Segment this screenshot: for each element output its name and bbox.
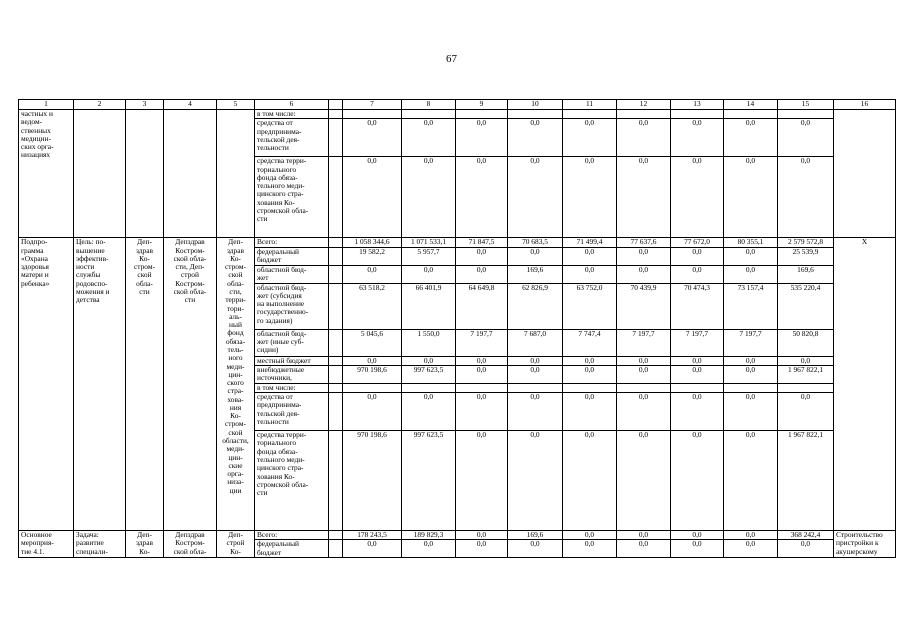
value-cell: 0,0 [563,540,617,558]
value-cell: 0,0 [456,247,508,265]
value-cell: 0,0 [724,393,778,431]
header-cell: 6 [255,100,329,110]
value-cell: 0,0 [456,119,508,157]
value-cell: 0,0 [402,393,456,431]
activity-name-cell: Основное мероприя- тие 4.1. [19,531,74,558]
value-cell: 0,0 [617,157,671,238]
funding-source-label: областной бюд- жет [255,265,329,283]
budget-table [18,99,896,558]
value-cell: 178 243,5 [343,531,402,540]
value-cell: 7 197,7 [671,329,724,356]
header-cell: 4 [164,100,217,110]
responsible-cell: Деп- здрав Ко- стром- ской обла- сти [126,238,164,531]
value-cell: 0,0 [456,157,508,238]
funding-source-label: средства от предпринима- тельской дея- тельности [255,393,329,431]
value-cell [778,383,834,392]
spacer-cell [329,157,343,238]
funding-source-label: областной бюд- жет (иные суб- сидии) [255,329,329,356]
value-cell: 0,0 [671,119,724,157]
header-cell: 11 [563,100,617,110]
value-cell [456,383,508,392]
funding-source-label: средства терри- ториального фонда обяза- тельного меди- цинского стра- хования Ко- стромской обла- сти [255,431,329,531]
goal-cell: Цель: по- вышение эффектив- ности службы родовспо- можения и детства [74,238,126,531]
page-number: 67 [446,53,457,65]
value-cell: 0,0 [671,265,724,283]
value-cell: 0,0 [617,119,671,157]
value-cell: 0,0 [724,265,778,283]
value-cell [508,383,563,392]
header-cell: 2 [74,100,126,110]
spacer-cell [329,110,343,119]
value-cell: 0,0 [563,119,617,157]
value-cell [343,110,402,119]
value-cell: 2 579 572,8 [778,238,834,247]
value-cell: 63 518,2 [343,283,402,329]
activity-name-cell: частных и ведом- ственных медицин- ских орга- низациях [19,110,74,238]
spacer-cell [329,431,343,531]
funding-source-label: в том числе: [255,110,329,119]
value-cell: 62 826,9 [508,283,563,329]
value-cell [671,110,724,119]
value-cell: 7 197,7 [724,329,778,356]
note-cell [834,110,896,238]
result-cell: Строительство пристройки к акушерскому [834,531,896,558]
value-cell: 997 623,5 [402,431,456,531]
value-cell [671,383,724,392]
value-cell: 77 672,0 [671,238,724,247]
value-cell: 0,0 [343,356,402,365]
value-cell: 70 683,5 [508,238,563,247]
header-cell: 7 [343,100,402,110]
funding-source-label: Всего: [255,531,329,540]
value-cell: 0,0 [508,119,563,157]
co-executor-cell: Депздрав Костром- ской обла- [164,531,217,558]
value-cell: 1 967 822,1 [778,365,834,383]
header-cell: 13 [671,100,724,110]
funding-source-label: средства терри- ториального фонда обяза- тельного меди- цинского стра- хования Ко- стромской обла- сти [255,157,329,238]
value-cell [724,110,778,119]
value-cell: 970 198,6 [343,431,402,531]
spacer-cell [329,393,343,431]
value-cell: 0,0 [343,393,402,431]
value-cell: 0,0 [508,365,563,383]
funding-source-label: федеральный бюджет [255,540,329,558]
header-cell: 9 [456,100,508,110]
value-cell: 0,0 [671,157,724,238]
value-cell: 0,0 [671,356,724,365]
header-cell: 15 [778,100,834,110]
value-cell: 1 550,0 [402,329,456,356]
funding-source-label: Всего: [255,238,329,247]
spacer-cell [329,329,343,356]
value-cell [508,110,563,119]
empty-cell [74,110,126,238]
value-cell: 368 242,4 [778,531,834,540]
value-cell: 0,0 [563,531,617,540]
value-cell: 0,0 [456,540,508,558]
value-cell: 5 957,7 [402,247,456,265]
participants-cell: Деп- строй Ко- [217,531,255,558]
value-cell: 77 637,6 [617,238,671,247]
value-cell: 0,0 [508,431,563,531]
header-cell: 12 [617,100,671,110]
value-cell: 80 355,1 [724,238,778,247]
spacer-cell [329,238,343,247]
value-cell: 0,0 [563,265,617,283]
value-cell: 0,0 [563,431,617,531]
participants-cell: Деп- здрав Ко- стром- ской обла- сти, терри- тори- аль- ный фонд обяза- тель- ного меди- цин- ского стра- хова- ния Ко- стром- ской области, меди- цин- ские орга- низа- ции [217,238,255,531]
value-cell [724,383,778,392]
header-cell: 5 [217,100,255,110]
value-cell: 73 157,4 [724,283,778,329]
value-cell [778,110,834,119]
value-cell [402,110,456,119]
table-row [19,110,896,119]
subprogram-name-cell: Подпро- грамма «Охрана здоровья матери и ребенка» [19,238,74,531]
value-cell: 0,0 [778,157,834,238]
spacer-cell [329,119,343,157]
value-cell: 0,0 [508,247,563,265]
header-cell: 16 [834,100,896,110]
value-cell: 7 197,7 [456,329,508,356]
value-cell: 0,0 [617,356,671,365]
spacer-cell [329,365,343,383]
value-cell: 0,0 [456,265,508,283]
value-cell: 0,0 [617,265,671,283]
funding-source-label: средства от предпринима- тельской дея- тельности [255,119,329,157]
funding-source-label: местный бюджет [255,356,329,365]
value-cell: 71 499,4 [563,238,617,247]
spacer-cell [329,531,343,540]
value-cell: 0,0 [778,356,834,365]
spacer-cell [329,265,343,283]
value-cell [456,110,508,119]
value-cell: 0,0 [724,431,778,531]
header-cell: 10 [508,100,563,110]
value-cell [617,110,671,119]
value-cell: 0,0 [508,356,563,365]
header-row [19,100,896,110]
value-cell: 0,0 [724,365,778,383]
header-cell [329,100,343,110]
spacer-cell [329,283,343,329]
value-cell: 0,0 [456,531,508,540]
value-cell: 0,0 [402,265,456,283]
value-cell: 0,0 [563,393,617,431]
value-cell: 50 820,8 [778,329,834,356]
co-executor-cell: Депздрав Костром- ской обла- сти, Деп- строй Костром- ской обла- сти [164,238,217,531]
value-cell [563,383,617,392]
header-cell: 14 [724,100,778,110]
funding-source-label: федеральный бюджет [255,247,329,265]
value-cell: 970 198,6 [343,365,402,383]
value-cell: 0,0 [456,365,508,383]
result-cell: X [834,238,896,531]
value-cell: 0,0 [724,356,778,365]
value-cell [563,110,617,119]
value-cell: 71 847,5 [456,238,508,247]
value-cell: 169,6 [508,265,563,283]
funding-source-label: в том числе: [255,383,329,392]
value-cell: 0,0 [456,393,508,431]
funding-source-label: внебюджетные источники, [255,365,329,383]
value-cell: 70 439,9 [617,283,671,329]
value-cell: 0,0 [402,157,456,238]
value-cell: 535 220,4 [778,283,834,329]
value-cell: 7 197,7 [617,329,671,356]
value-cell: 0,0 [617,365,671,383]
value-cell: 997 623,5 [402,365,456,383]
empty-cell [164,110,217,238]
value-cell: 0,0 [671,431,724,531]
value-cell: 0,0 [671,247,724,265]
value-cell: 25 539,9 [778,247,834,265]
value-cell: 0,0 [671,393,724,431]
header-cell: 3 [126,100,164,110]
value-cell: 7 687,0 [508,329,563,356]
value-cell: 0,0 [402,540,456,558]
value-cell: 5 045,6 [343,329,402,356]
value-cell: 1 071 533,1 [402,238,456,247]
value-cell: 70 474,3 [671,283,724,329]
header-cell: 8 [402,100,456,110]
value-cell: 0,0 [724,531,778,540]
value-cell: 0,0 [343,540,402,558]
value-cell: 19 582,2 [343,247,402,265]
value-cell: 66 401,9 [402,283,456,329]
value-cell: 169,6 [778,265,834,283]
spacer-cell [329,356,343,365]
funding-source-label: областной бюд- жет (субсидия на выполнение государственно- го задания) [255,283,329,329]
value-cell: 189 829,3 [402,531,456,540]
value-cell: 0,0 [671,540,724,558]
value-cell: 1 058 344,6 [343,238,402,247]
spacer-cell [329,247,343,265]
spacer-cell [329,540,343,558]
value-cell: 0,0 [563,157,617,238]
value-cell: 0,0 [617,247,671,265]
value-cell: 0,0 [671,531,724,540]
value-cell: 0,0 [671,365,724,383]
value-cell: 1 967 822,1 [778,431,834,531]
value-cell: 0,0 [617,431,671,531]
empty-cell [217,110,255,238]
value-cell: 7 747,4 [563,329,617,356]
task-cell: Задача: развитие специали- [74,531,126,558]
value-cell: 0,0 [402,119,456,157]
value-cell: 0,0 [617,540,671,558]
value-cell: 0,0 [778,540,834,558]
value-cell: 0,0 [456,356,508,365]
value-cell: 64 649,8 [456,283,508,329]
header-cell: 1 [19,100,74,110]
value-cell [617,383,671,392]
value-cell: 169,6 [508,531,563,540]
value-cell: 0,0 [508,157,563,238]
spacer-cell [329,383,343,392]
value-cell: 0,0 [778,393,834,431]
value-cell: 0,0 [724,540,778,558]
value-cell: 63 752,0 [563,283,617,329]
value-cell: 0,0 [617,531,671,540]
value-cell: 0,0 [343,157,402,238]
value-cell: 0,0 [778,119,834,157]
value-cell: 0,0 [343,119,402,157]
value-cell: 0,0 [563,356,617,365]
value-cell: 0,0 [724,119,778,157]
value-cell: 0,0 [563,247,617,265]
value-cell: 0,0 [724,247,778,265]
value-cell [343,383,402,392]
value-cell: 0,0 [456,431,508,531]
value-cell: 0,0 [724,157,778,238]
value-cell: 0,0 [508,540,563,558]
value-cell: 0,0 [508,393,563,431]
table-row [19,531,896,540]
value-cell: 0,0 [402,356,456,365]
empty-cell [126,110,164,238]
value-cell: 0,0 [617,393,671,431]
value-cell: 0,0 [563,365,617,383]
responsible-cell: Деп- здрав Ко- [126,531,164,558]
value-cell [402,383,456,392]
table-row [19,238,896,247]
value-cell: 0,0 [343,265,402,283]
